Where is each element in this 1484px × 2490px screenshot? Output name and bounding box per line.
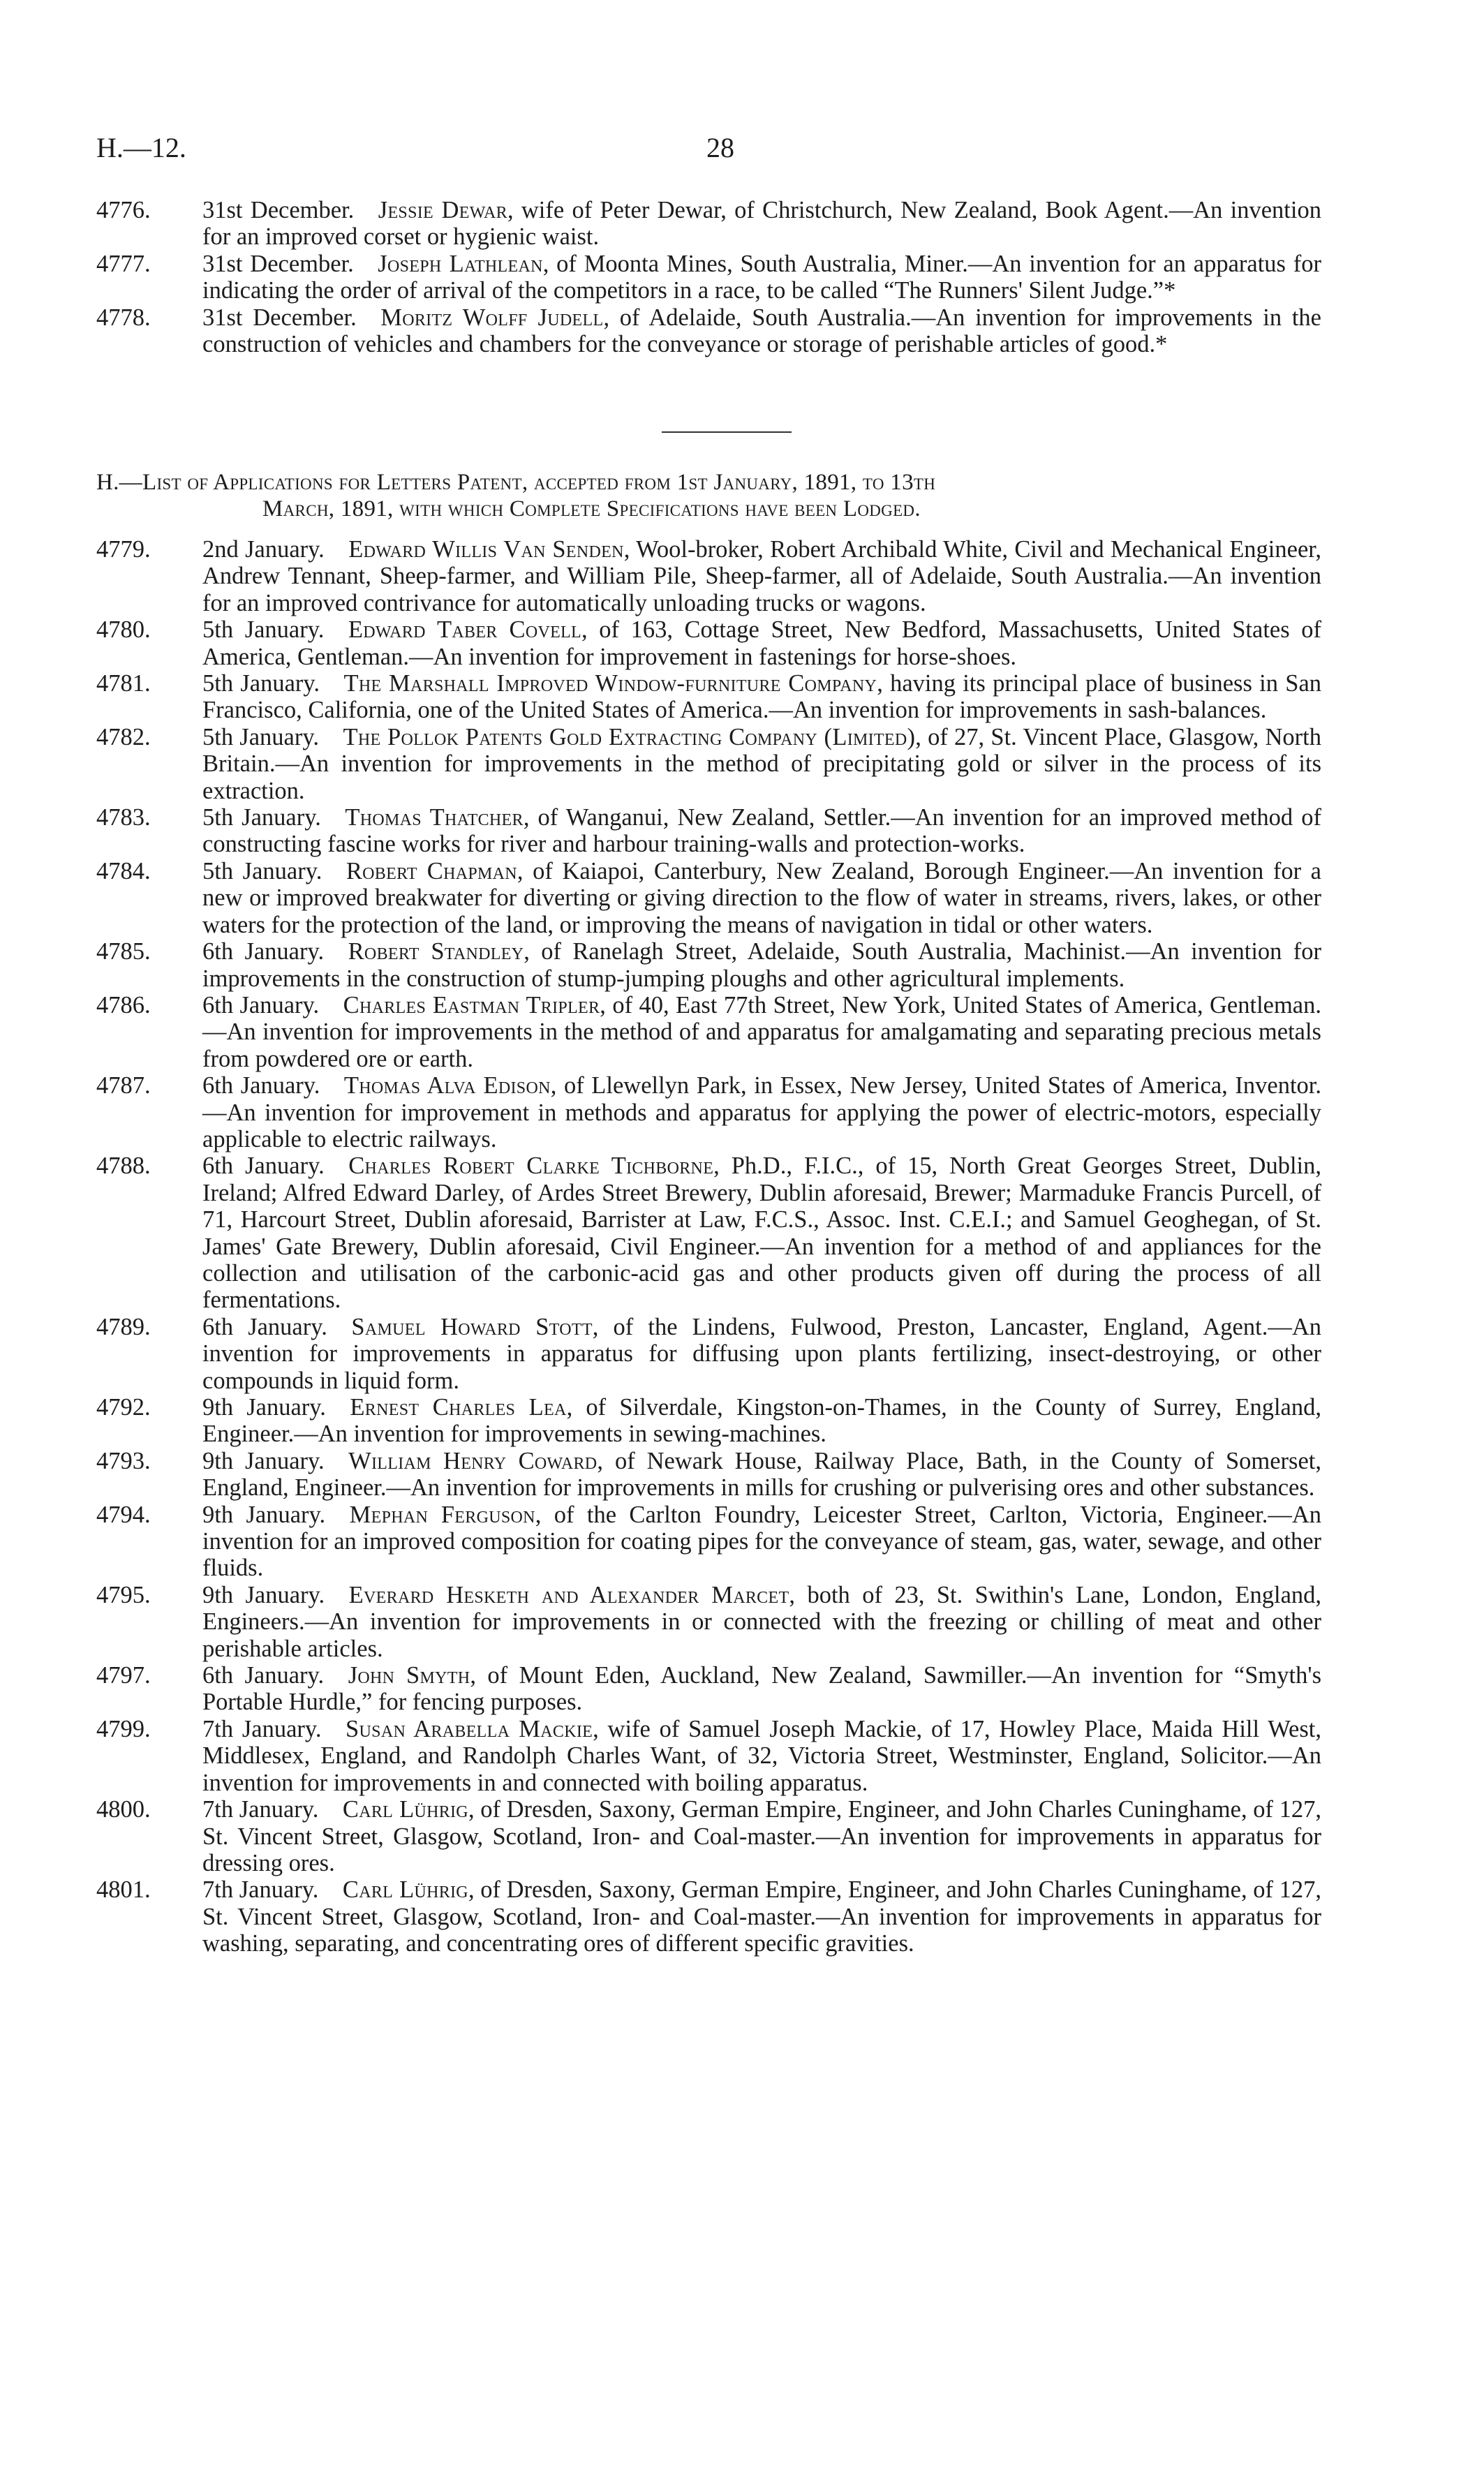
patent-entry (96, 724, 1321, 804)
entry-date: 6th January. (202, 938, 325, 965)
entry-date: 5th January. (202, 616, 325, 644)
entries-before-section (96, 197, 1321, 357)
patent-applications-list (96, 536, 1321, 1957)
page-header (0, 131, 1484, 173)
patent-entry (96, 1502, 1321, 1582)
entry-number: 4795. (96, 1581, 151, 1608)
entry-description: , Wool-broker, Robert Archibald White, Civil and Mechanical Engineer, Andrew Tennant, Sheep-farmer, and William Pile, Sheep-farmer, all of Adelaide, South Australia.—An invention for an improved contrivance for automatically unloading trucks or wagons. (202, 536, 1321, 616)
entry-number: 4781. (96, 670, 151, 697)
applicant-names: William Henry Coward (348, 1447, 598, 1474)
entry-date: 31st December. (202, 304, 357, 331)
patent-entry (96, 1072, 1321, 1153)
entry-date: 6th January. (202, 1072, 320, 1099)
patent-entry (96, 1796, 1321, 1876)
applicant-names: Carl Lührig (342, 1796, 468, 1823)
applicant-names: Edward Willis Van Senden (348, 536, 624, 563)
applicant-names: Everard Hesketh and Alexander Marcet (348, 1581, 789, 1608)
applicant-names: Mephan Ferguson (349, 1501, 535, 1528)
patent-entry (96, 1448, 1321, 1502)
entry-date: 9th January. (202, 1394, 326, 1421)
entry-number: 4788. (96, 1153, 151, 1180)
patent-entry (96, 616, 1321, 670)
patent-entry (96, 992, 1321, 1072)
patent-entry (96, 197, 1321, 251)
entry-description: , Ph.D., F.I.C., of 15, North Great Georges Street, Dublin, Ireland; Alfred Edward Darley, of Ardes Street Brewery, Dublin aforesaid, Brewer; Marmaduke Francis Purcell, of 71, Harcourt Street, Dublin aforesaid, Barrister at Law, F.C.S., Assoc. Inst. C.E.I.; and Samuel Geoghegan, of St. James' Gate Brewery, Dublin aforesaid, Civil Engineer.—An invention for a method of and appliances for the collection and utilisation of the carbonic-acid gas and other products given off during the process of all fermentations. (202, 1153, 1321, 1314)
entry-date: 7th January. (202, 1796, 319, 1823)
entry-date: 7th January. (202, 1715, 322, 1742)
entry-date: 6th January. (202, 1153, 325, 1180)
document-code: H.—12. (96, 132, 186, 163)
patent-entry (96, 536, 1321, 616)
entry-description: , of Dresden, Saxony, German Empire, Engineer, and John Charles Cuninghame, of 127, St. Vincent Street, Glasgow, Scotland, Iron- and Coal-master.—An invention for improvements in apparatus for dressing ores. (202, 1796, 1321, 1876)
applicant-names: Charles Eastman Tripler (343, 991, 600, 1018)
entry-description: , of Wanganui, New Zealand, Settler.—An invention for an improved method of constructing fascine works for river and harbour training-walls and protection-works. (202, 804, 1321, 858)
entry-date: 9th January. (202, 1447, 325, 1474)
entry-number: 4792. (96, 1394, 151, 1421)
section-heading-line-1: H.—List of Applications for Letters Patent, accepted from 1st January, 1891, to 13th (96, 470, 936, 495)
applicant-names: Robert Standley (348, 938, 524, 965)
entry-date: 9th January. (202, 1581, 325, 1608)
entry-description: , of 163, Cottage Street, New Bedford, Massachusetts, United States of America, Gentleman.—An invention for improvement in fastenings for horse-shoes. (202, 616, 1322, 670)
patent-entry (96, 670, 1321, 724)
patent-entry (96, 1716, 1321, 1796)
entry-date: 2nd January. (202, 536, 325, 563)
applicant-names: The Pollok Patents Gold Extracting Company (Limited) (343, 723, 916, 750)
entry-date: 6th January. (202, 991, 320, 1018)
applicant-names: John Smyth (348, 1662, 470, 1689)
entry-description: , of Llewellyn Park, in Essex, New Jersey, United States of America, Inventor.—An invention for improvement in methods and apparatus for applying the power of electric-motors, especially applicable to electric railways. (202, 1072, 1321, 1153)
entry-number: 4797. (96, 1662, 151, 1689)
patent-entry (96, 804, 1321, 858)
entry-description: , of Mount Eden, Auckland, New Zealand, Sawmiller.—An invention for “Smyth's Portable Hurdle,” for fencing purposes. (202, 1662, 1321, 1716)
entry-description: , of Adelaide, South Australia.—An invention for improvements in the construction of vehicles and chambers for the conveyance or storage of perishable articles of good.* (202, 304, 1321, 358)
patent-entry (96, 1394, 1321, 1448)
entry-number: 4789. (96, 1313, 151, 1340)
applicant-names: Moritz Wolff Judell (380, 304, 604, 331)
entry-number: 4778. (96, 304, 151, 331)
entry-number: 4784. (96, 857, 151, 884)
entry-description: , wife of Samuel Joseph Mackie, of 17, Howley Place, Maida Hill West, Middlesex, England, and Randolph Charles Want, of 32, Victoria Street, Westminster, England, Solicitor.—An invention for improvements in and connected with boiling apparatus. (202, 1715, 1321, 1796)
applicant-names: Thomas Alva Edison (343, 1072, 551, 1099)
entry-description: , of Newark House, Railway Place, Bath, in the County of Somerset, England, Engineer.—An invention for improvements in mills for crushing or pulverising ores and other substances. (202, 1447, 1321, 1502)
entry-description: , of 40, East 77th Street, New York, United States of America, Gentleman.—An invention for improvements in the method of and apparatus for amalgamating and separating precious metals from powdered ore or earth. (202, 991, 1321, 1072)
applicant-names: Samuel Howard Stott (351, 1313, 593, 1340)
page-number: 28 (706, 132, 734, 163)
applicant-names: Ernest Charles Lea (350, 1394, 567, 1421)
entry-date: 9th January. (202, 1501, 326, 1528)
applicant-names: Carl Lührig (342, 1876, 468, 1904)
entry-description: , having its principal place of business in San Francisco, California, one of the United States of America.—An invention for improvements in sash-balances. (202, 670, 1322, 724)
patent-entry (96, 304, 1321, 358)
section-heading-line-2: March, 1891, with which Complete Specifications have been Lodged. (262, 496, 921, 521)
entry-number: 4777. (96, 250, 151, 277)
applicant-names: Charles Robert Clarke Tichborne (348, 1153, 714, 1180)
entry-number: 4800. (96, 1796, 151, 1823)
entry-description: , of Silverdale, Kingston-on-Thames, in the County of Surrey, England, Engineer.—An invention for improvements in sewing-machines. (202, 1394, 1321, 1448)
entry-description: , of the Carlton Foundry, Leicester Street, Carlton, Victoria, Engineer.—An invention for an improved composition for coating pipes for the conveyance of steam, gas, water, sewage, and other fluids. (202, 1501, 1322, 1582)
entry-number: 4783. (96, 804, 151, 831)
applicant-names: Robert Chapman (346, 857, 517, 884)
entry-number: 4786. (96, 991, 151, 1018)
entry-date: 5th January. (202, 670, 320, 697)
entry-date: 31st December. (202, 197, 355, 223)
applicant-names: The Marshall Improved Window-furniture Company (343, 670, 877, 697)
applicant-names: Edward Taber Covell (348, 616, 581, 644)
entry-number: 4793. (96, 1447, 151, 1474)
entry-description: , wife of Peter Dewar, of Christchurch, New Zealand, Book Agent.—An invention for an improved corset or hygienic waist. (202, 197, 1321, 251)
entry-date: 5th January. (202, 723, 319, 750)
entry-date: 7th January. (202, 1876, 319, 1904)
entry-number: 4801. (96, 1876, 151, 1904)
entry-number: 4780. (96, 616, 151, 644)
patent-entry (96, 1876, 1321, 1957)
entry-date: 6th January. (202, 1662, 325, 1689)
section-divider (662, 431, 792, 433)
entry-number: 4787. (96, 1072, 151, 1099)
section-heading (96, 469, 1321, 522)
patent-entry (96, 1582, 1321, 1662)
patent-entry (96, 1662, 1321, 1716)
entry-description: , of Kaiapoi, Canterbury, New Zealand, Borough Engineer.—An invention for a new or improved breakwater for diverting or giving direction to the flow of water in streams, rivers, lakes, or other waters for the protection of the land, or improving the means of navigation in tidal or other waters. (202, 857, 1321, 938)
applicant-names: Susan Arabella Mackie (346, 1715, 593, 1742)
entry-number: 4794. (96, 1501, 151, 1528)
entry-number: 4785. (96, 938, 151, 965)
patent-entry (96, 938, 1321, 992)
entry-description: , of the Lindens, Fulwood, Preston, Lancaster, England, Agent.—An invention for improvements in apparatus for diffusing upon plants fertilizing, insect-destroying, or other compounds in liquid form. (202, 1313, 1321, 1394)
entry-description: , of Moonta Mines, South Australia, Miner.—An invention for an apparatus for indicating the order of arrival of the competitors in a race, to be called “The Runners' Silent Judge.”* (202, 250, 1321, 304)
entry-date: 6th January. (202, 1313, 327, 1340)
entry-date: 5th January. (202, 857, 322, 884)
entry-number: 4779. (96, 536, 151, 563)
entry-date: 5th January. (202, 804, 321, 831)
entry-number: 4782. (96, 723, 151, 750)
patent-entry (96, 251, 1321, 304)
patent-entry (96, 1314, 1321, 1394)
entry-description: , both of 23, St. Swithin's Lane, London, England, Engineers.—An invention for improvements in or connected with the freezing or chilling of meat and other perishable articles. (202, 1581, 1322, 1662)
entry-number: 4776. (96, 197, 151, 223)
entry-description: , of Ranelagh Street, Adelaide, South Australia, Machinist.—An invention for improvements in the construction of stump-jumping ploughs and other agricultural implements. (202, 938, 1322, 992)
entry-date: 31st December. (202, 250, 354, 277)
patent-entry (96, 1153, 1321, 1313)
entry-description: , of Dresden, Saxony, German Empire, Engineer, and John Charles Cuninghame, of 127, St. Vincent Street, Glasgow, Scotland, Iron- and Coal-master.—An invention for improvements in apparatus for washing, separating, and concentrating ores of different specific gravities. (202, 1876, 1321, 1957)
applicant-names: Thomas Thatcher (345, 804, 524, 831)
applicant-names: Jessie Dewar (378, 197, 507, 223)
entry-description: , of 27, St. Vincent Place, Glasgow, North Britain.—An invention for improvements in the method of precipitating gold or silver in the process of its extraction. (202, 723, 1322, 804)
patent-entry (96, 858, 1321, 938)
entry-number: 4799. (96, 1715, 151, 1742)
applicant-names: Joseph Lathlean (378, 250, 543, 277)
